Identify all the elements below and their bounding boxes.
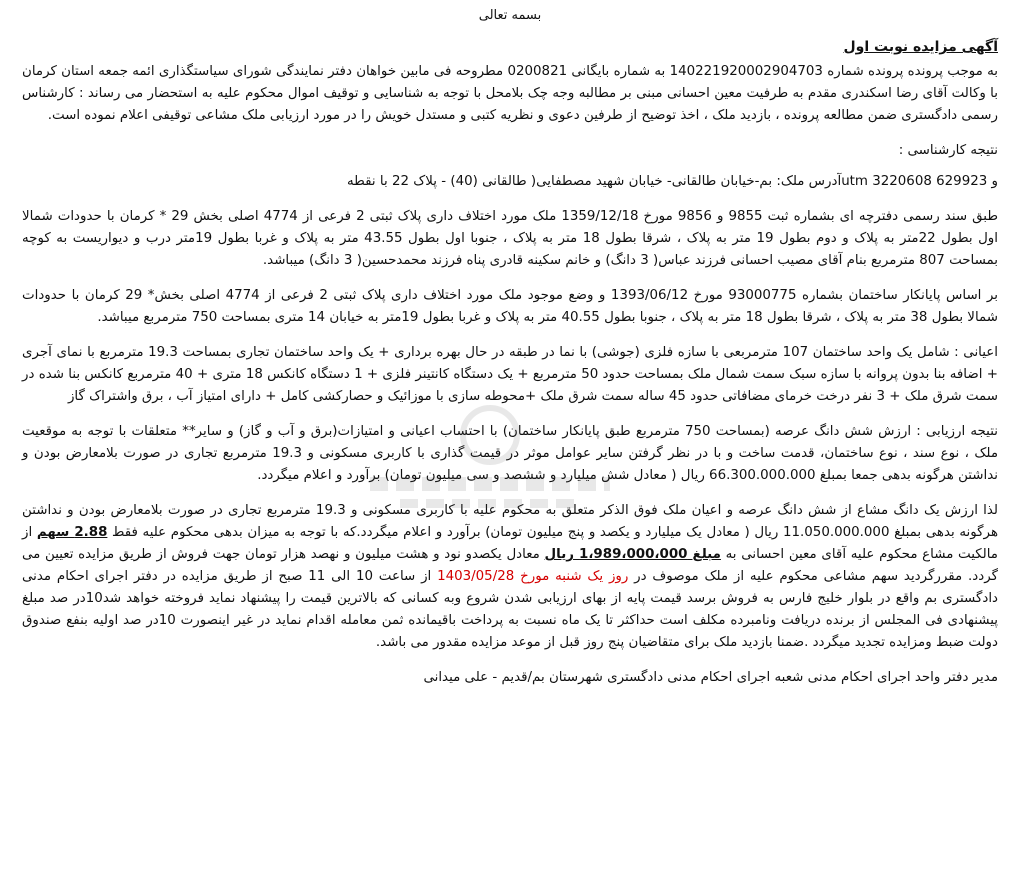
- share-amount: 2.88 سهم: [36, 525, 108, 540]
- auction-terms-text-a: لذا ارزش یک دانگ مشاع از شش دانگ عرصه و اعیان ملک فوق الذکر متعلق به محکوم علیه با کاربری مسکونی و 19.3 مترمربع تجاری در صورت بلامعارض بودن و نداشتن هرگونه بدهی بمبلغ 11.050.000.000 ریال ( معادل یک میلیارد و یکصد و پنج میلیون تومان) برآورد و اعلام میگردد.که با توجه به میزان بدهی محکوم علیه فقط: [22, 503, 999, 540]
- signature-line: مدیر دفتر واحد اجرای احکام مدنی شعبه اجرای احکام مدنی دادگستری شهرستان بم/قدیم - علی میدانی: [423, 670, 998, 685]
- auction-price: مبلغ 1،989،000،000 ریال: [544, 547, 721, 562]
- notice-heading: آگهی مزایده نوبت اول: [843, 39, 998, 55]
- auction-terms-paragraph: [22, 500, 998, 654]
- valuation-result-paragraph: نتیجه ارزیابی : ارزش شش دانگ عرصه (بمساحت 750 مترمربع طبق پایانکار ساختمان) با احتساب اعیانی و امتیازات(برق و آب و گاز) و سایر** متعلقات با توجه به موقعیت ملک ، نوع سند ، نوع ساختمان، قدمت ساخت و با در نظر گرفتن سایر عوامل موثر در قیمت گذاری با کاربری مسکونی و 19.3 مترمربع تجاری در صورت بلامعارض بودن و نداشتن هرگونه بدهی جمعا بمبلغ 66.300.000.000 ریال ( معادل شش میلیارد و ششصد و سی میلیون تومان) برآورد و اعلام میگردد.: [22, 424, 998, 483]
- case-intro-paragraph: به موجب پرونده پرونده شماره 140221920002904703 به شماره بایگانی 0200821 مطروحه فی مابین خواهان دفتر نمایندگی شورای سیاستگذاری ائمه جمعه استان کرمان با وکالت آقای رضا اسکندری مقدم به طرفیت معین احسانی مبنی بر مطالبه وجه چک بلامحل با توجه به شناسایی و توقیف اموال محکوم علیه به استحضار می رساند : کارشناس رسمی دادگستری ضمن مطالعه پرونده ، بازدید ملک ، اخذ توضیح از طرفین دعوی و نظریه کتبی و مستدل خویش را در مورد ارزیابی ملک مشاعی توقیفی اعلام نموده است.: [22, 64, 999, 123]
- auction-date: روز یک شنبه مورخ 1403/05/28: [437, 569, 629, 584]
- auction-terms-text-d: از ساعت 10 الی 11 صبح از طریق مزایده در دفتر اجرای احکام مدنی دادگستری بم واقع در بلوار خلیج فارس به فروش برسد قیمت پایه از بهای ارزیابی شدن شروع وبه کسانی که بالاترین قیمت را پیشنهاد نماید فروخته خواهد شد10در صد مبلغ پیشنهادی فی المجلس از برنده دریافت ونامبرده مکلف است حداکثر تا یک ماه نسبت به پرداخت باقیمانده ثمن معامله اقدام نماید در غیر اینصورت 10در صد اولیه بنفع صندوق دولت ضبط ومزایده تجدید میگردد .ضمنا بازدید ملک برای متقاضیان پنج روز قبل از موعد مزایده مقدور می باشد.: [22, 569, 999, 650]
- building-completion-paragraph: بر اساس پایانکار ساختمان بشماره 93000775 مورخ 1393/06/12 و وضع موجود ملک مورد اختلاف داری پلاک ثبتی 2 فرعی از 4774 اصلی بخش* 29 کرمان با حدودات شمالا بطول 38 متر به پلاک ، شرقا بطول 18 متر به پلاک ، جنوبا بطول 40.55 متر به پلاک و غربا بطول 19متر به خیابان 14 متری بمساحت 750 مترمربع میباشد.: [22, 288, 998, 325]
- auction-terms-text-b: از مالکیت مشاع محکوم علیه آقای معین احسانی به: [22, 525, 998, 562]
- expert-result-title: نتیجه کارشناسی :: [898, 143, 998, 158]
- deed-paragraph: طبق سند رسمی دفترچه ای بشماره ثبت 9855 و 9856 مورخ 1359/12/18 ملک مورد اختلاف داری پلاک ثبتی 2 فرعی از 4774 اصلی بخش 29 * کرمان با حدودات شمالا اول بطول 22متر به پلاک و دوم بطول 19 متر به پلاک ، شرقا بطول 18 متر به پلاک ، جنوبا اول بطول 43.55 متر به پلاک و غربا بطول 19متر درب و دیواریست به کوچه بمساحت 807 مترمربع بنام آقای مصیب احسانی فرزند عباس( 3 دانگ) و خانم سکینه قادری پناه فرزند محمدحسین( 3 دانگ) میباشد.: [22, 209, 999, 268]
- structures-paragraph: اعیانی : شامل یک واحد ساختمان 107 مترمربعی با سازه فلزی (جوشی) با نما در طبقه در حال بهره برداری + یک واحد ساختمان تجاری بمساحت 19.3 مترمربع با نمای آجری + اضافه بنا بدون پروانه با سازه سبک سمت شمال ملک بمساحت حدود 50 مترمربع + یک دستگاه کانتینر فلزی + 1 دستگاه کانکس 18 متری + 40 مترمربع کانکس بنا شده در سمت شرق ملک + 3 نفر درخت خرمای مضافاتی حدود 45 ساله سمت شرق ملک +محوطه سازی با موزائیک و حصارکشی کامل + دارای امتیاز آب ، برق واشتراک گاز: [22, 345, 999, 404]
- property-address: و 629923 utm 3220608آدرس ملک: بم-خیابان طالقانی- خیابان شهید مصطفایی( طالقانی (40) - پلاک 22 با نقطه: [347, 174, 998, 189]
- basmala: بسمه تعالی: [478, 8, 542, 23]
- auction-terms-text-c: معادل یکصدو نود و هشت میلیون و نهصد هزار تومان جهت فروش از طریق مزایده تعیین می گردد. مقررگردید سهم مشاعی محکوم علیه از ملک موصوف در: [22, 547, 998, 584]
